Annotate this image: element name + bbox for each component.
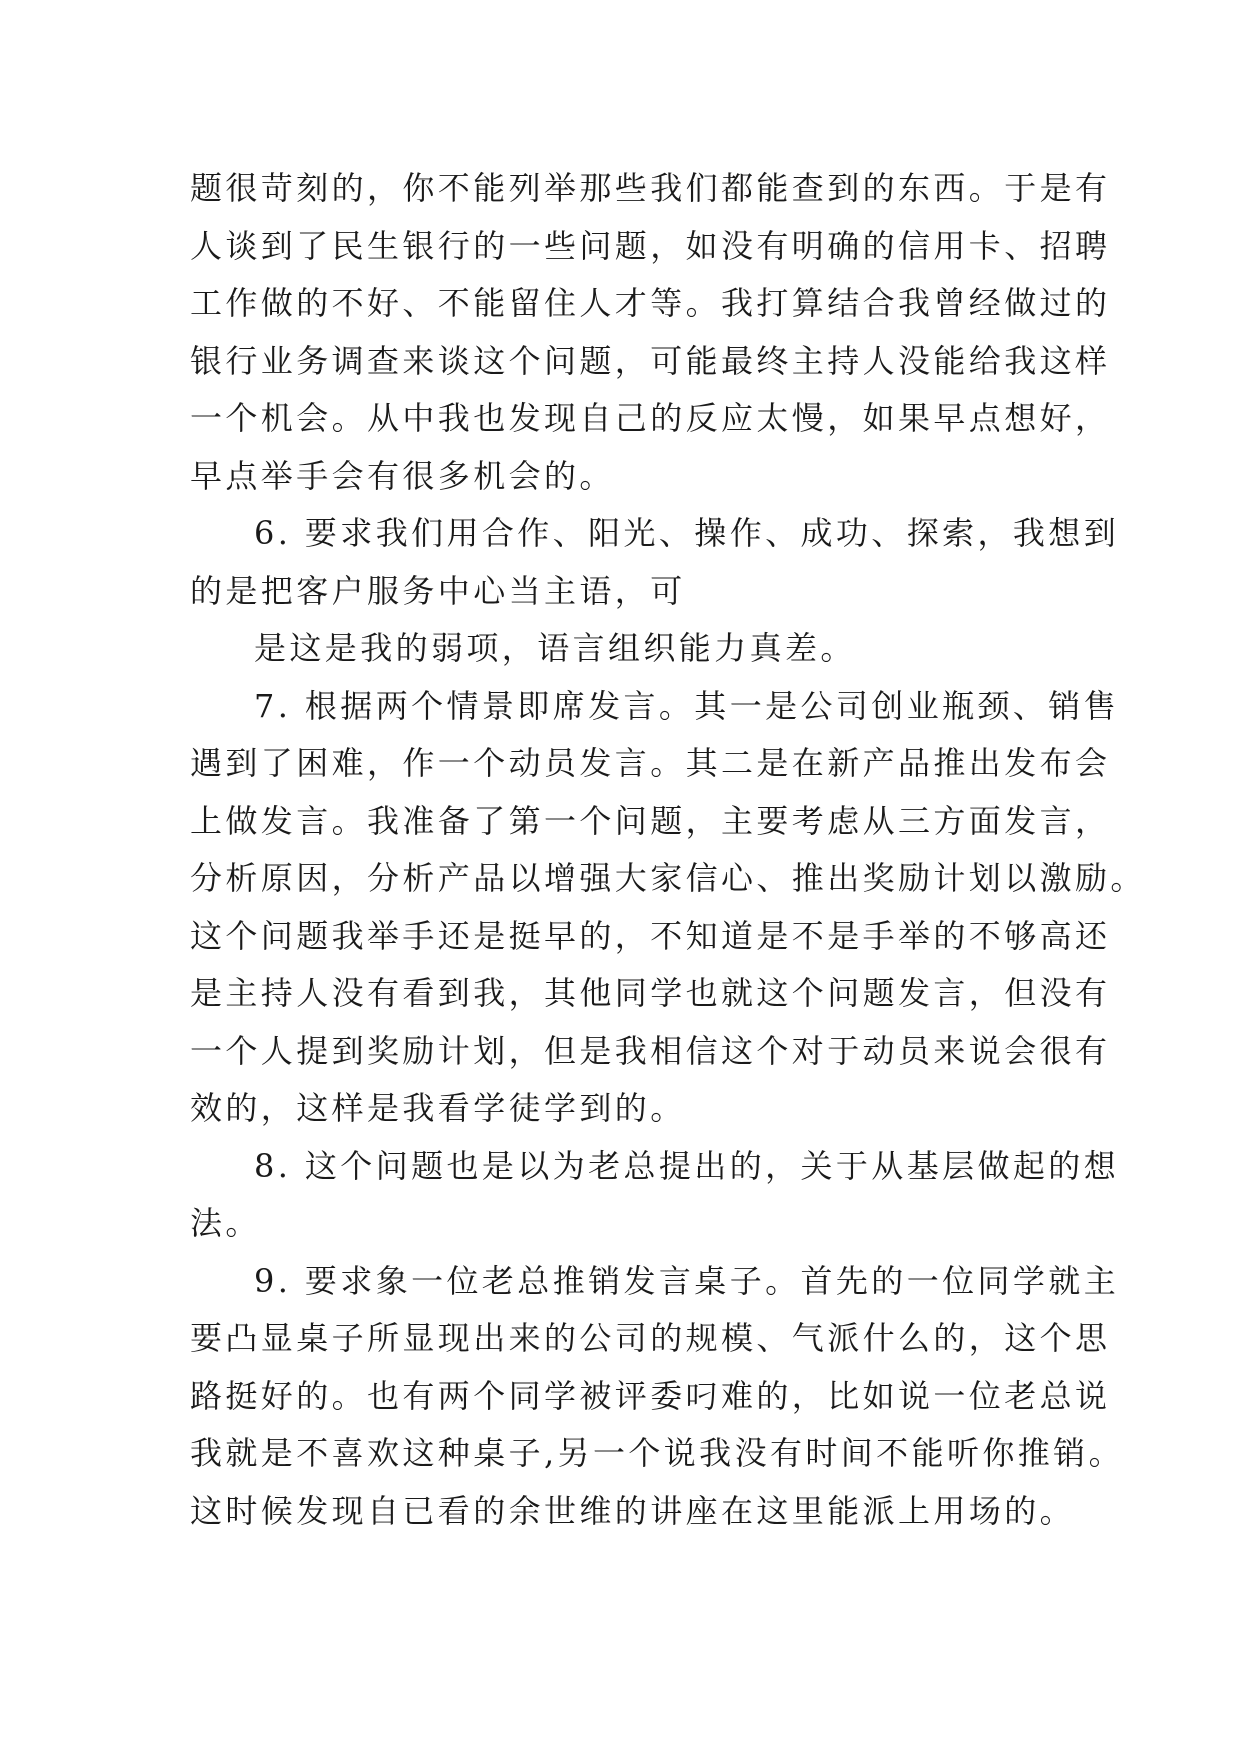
- text-line: 7. 根据两个情景即席发言。其一是公司创业瓶颈、销售: [254, 686, 1120, 725]
- text-line: 6. 要求我们用合作、阳光、操作、成功、探索，我想到: [254, 514, 1120, 552]
- text-line: 遇到了困难，作一个动员发言。其二是在新产品推出发布会: [190, 744, 1111, 782]
- paragraph-1: [190, 160, 1111, 505]
- paragraph-item-7: [190, 678, 1146, 1138]
- body-text: [190, 160, 1146, 1540]
- text-line: 要凸显桌子所显现出来的公司的规模、气派什么的，这个思: [190, 1319, 1111, 1357]
- text-line: 的是把客户服务中心当主语，可: [190, 571, 686, 610]
- paragraph-item-8: [190, 1138, 1120, 1253]
- text-line: 人谈到了民生银行的一些问题，如没有明确的信用卡、招聘: [190, 226, 1111, 265]
- paragraph-item-9: [190, 1253, 1124, 1541]
- text-line: 分析原因，分析产品以增强大家信心、推出奖励计划以激励。: [190, 859, 1146, 897]
- text-line: 是主持人没有看到我，其他同学也就这个问题发言，但没有: [190, 974, 1111, 1012]
- text-line: 是这是我的弱项，语言组织能力真差。: [254, 629, 856, 667]
- text-line: 一个机会。从中我也发现自己的反应太慢，如果早点想好，: [190, 399, 1111, 437]
- text-line: 这个问题我举手还是挺早的，不知道是不是手举的不够高还: [190, 916, 1111, 955]
- text-line: 效的，这样是我看学徒学到的。: [190, 1089, 686, 1127]
- text-line: 上做发言。我准备了第一个问题，主要考虑从三方面发言，: [190, 801, 1111, 840]
- text-line: 银行业务调查来谈这个问题，可能最终主持人没能给我这样: [190, 341, 1111, 380]
- text-line: 工作做的不好、不能留住人才等。我打算结合我曾经做过的: [190, 284, 1111, 322]
- paragraph-item-6: [190, 505, 1120, 620]
- paragraph-continuation: [190, 620, 1070, 678]
- text-line: 早点举手会有很多机会的。: [190, 456, 615, 495]
- text-line: 这时候发现自已看的余世维的讲座在这里能派上用场的。: [190, 1491, 1076, 1530]
- text-line: 8. 这个问题也是以为老总提出的，关于从基层做起的想: [254, 1146, 1120, 1185]
- text-line: 一个人提到奖励计划，但是我相信这个对于动员来说会很有: [190, 1031, 1111, 1070]
- text-line: 法。: [190, 1204, 261, 1242]
- text-line: 我就是不喜欢这种桌子,另一个说我没有时间不能听你推销。: [190, 1434, 1124, 1472]
- text-line: 路挺好的。也有两个同学被评委叼难的，比如说一位老总说: [190, 1376, 1111, 1415]
- text-line: 9. 要求象一位老总推销发言桌子。首先的一位同学就主: [254, 1261, 1120, 1300]
- text-line: 题很苛刻的，你不能列举那些我们都能查到的东西。于是有: [190, 169, 1111, 207]
